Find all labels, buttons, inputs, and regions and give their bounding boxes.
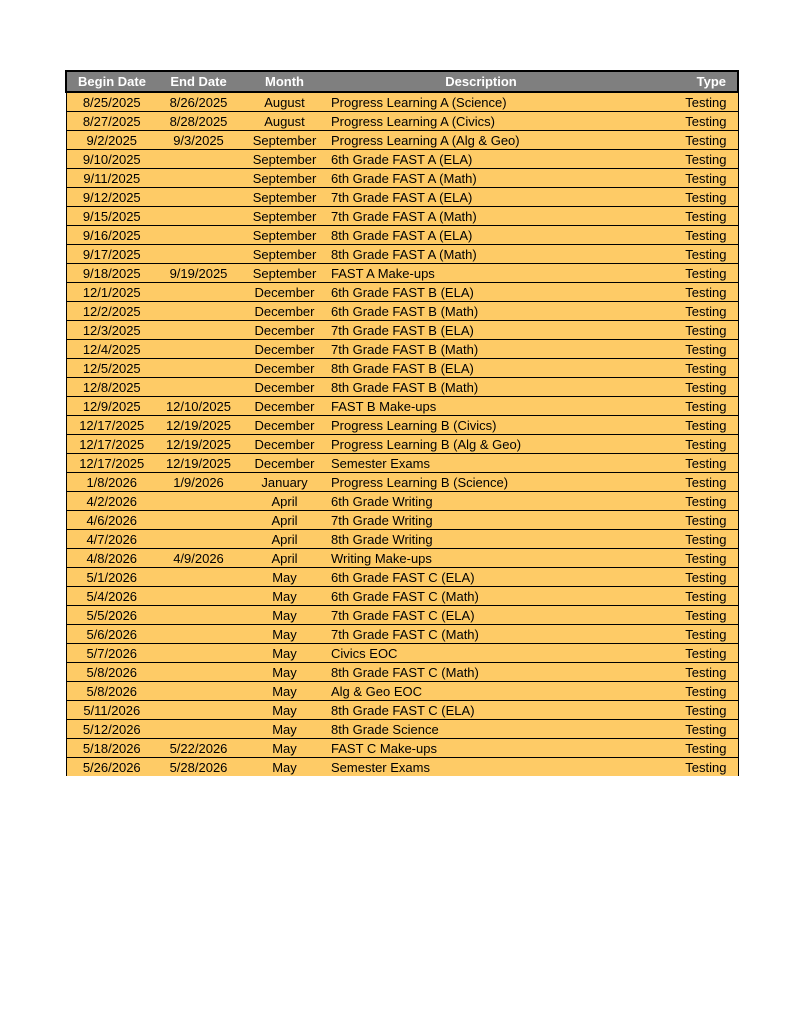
type-cell: Testing (631, 606, 738, 625)
description-cell: Progress Learning A (Science) (329, 92, 631, 112)
description-cell: 8th Grade Writing (329, 530, 631, 549)
month-cell: January (240, 473, 329, 492)
month-cell: December (240, 454, 329, 473)
month-cell: May (240, 568, 329, 587)
table-row (66, 150, 738, 169)
table-row (66, 720, 738, 739)
month-cell: May (240, 587, 329, 606)
month-cell: May (240, 682, 329, 701)
description-cell: FAST C Make-ups (329, 739, 631, 758)
type-cell: Testing (631, 264, 738, 283)
month-cell: May (240, 606, 329, 625)
begin-date-cell: 12/3/2025 (66, 321, 157, 340)
end-date-cell (157, 568, 240, 587)
end-date-cell (157, 302, 240, 321)
end-date-cell (157, 321, 240, 340)
type-cell: Testing (631, 378, 738, 397)
month-cell: May (240, 663, 329, 682)
begin-date-cell: 9/16/2025 (66, 226, 157, 245)
begin-date-cell: 4/8/2026 (66, 549, 157, 568)
begin-date-cell: 5/26/2026 (66, 758, 157, 777)
table-row (66, 758, 738, 777)
begin-date-cell: 5/12/2026 (66, 720, 157, 739)
end-date-cell (157, 340, 240, 359)
type-cell: Testing (631, 758, 738, 777)
end-date-cell (157, 226, 240, 245)
month-cell: September (240, 264, 329, 283)
type-cell: Testing (631, 359, 738, 378)
description-cell: Progress Learning B (Civics) (329, 416, 631, 435)
table-row (66, 663, 738, 682)
table-row (66, 264, 738, 283)
description-cell: FAST B Make-ups (329, 397, 631, 416)
begin-date-cell: 12/9/2025 (66, 397, 157, 416)
description-cell: 8th Grade FAST B (ELA) (329, 359, 631, 378)
description-cell: Civics EOC (329, 644, 631, 663)
end-date-cell (157, 169, 240, 188)
table-row (66, 188, 738, 207)
description-cell: 6th Grade FAST B (ELA) (329, 283, 631, 302)
table-row (66, 397, 738, 416)
description-cell: 6th Grade FAST C (ELA) (329, 568, 631, 587)
begin-date-cell: 5/1/2026 (66, 568, 157, 587)
type-cell: Testing (631, 416, 738, 435)
description-cell: 7th Grade Writing (329, 511, 631, 530)
month-cell: May (240, 739, 329, 758)
type-cell: Testing (631, 112, 738, 131)
description-cell: 8th Grade FAST A (Math) (329, 245, 631, 264)
end-date-cell: 12/19/2025 (157, 416, 240, 435)
type-cell: Testing (631, 92, 738, 112)
end-date-cell (157, 720, 240, 739)
begin-date-cell: 4/6/2026 (66, 511, 157, 530)
header-description: Description (329, 71, 631, 92)
type-cell: Testing (631, 226, 738, 245)
month-cell: September (240, 150, 329, 169)
description-cell: 7th Grade FAST B (ELA) (329, 321, 631, 340)
month-cell: December (240, 397, 329, 416)
description-cell: 7th Grade FAST C (Math) (329, 625, 631, 644)
month-cell: December (240, 416, 329, 435)
begin-date-cell: 5/18/2026 (66, 739, 157, 758)
end-date-cell (157, 378, 240, 397)
description-cell: 8th Grade FAST B (Math) (329, 378, 631, 397)
type-cell: Testing (631, 549, 738, 568)
begin-date-cell: 12/2/2025 (66, 302, 157, 321)
month-cell: December (240, 435, 329, 454)
end-date-cell (157, 492, 240, 511)
table-row (66, 131, 738, 150)
type-cell: Testing (631, 131, 738, 150)
begin-date-cell: 9/2/2025 (66, 131, 157, 150)
month-cell: September (240, 207, 329, 226)
begin-date-cell: 4/7/2026 (66, 530, 157, 549)
table-row (66, 416, 738, 435)
type-cell: Testing (631, 283, 738, 302)
end-date-cell (157, 283, 240, 302)
end-date-cell (157, 701, 240, 720)
month-cell: December (240, 283, 329, 302)
end-date-cell: 9/3/2025 (157, 131, 240, 150)
month-cell: May (240, 644, 329, 663)
begin-date-cell: 9/12/2025 (66, 188, 157, 207)
type-cell: Testing (631, 663, 738, 682)
description-cell: 6th Grade Writing (329, 492, 631, 511)
month-cell: May (240, 625, 329, 644)
table-row (66, 739, 738, 758)
end-date-cell: 5/28/2026 (157, 758, 240, 777)
month-cell: August (240, 112, 329, 131)
end-date-cell: 8/26/2025 (157, 92, 240, 112)
end-date-cell: 12/19/2025 (157, 435, 240, 454)
month-cell: April (240, 549, 329, 568)
month-cell: December (240, 302, 329, 321)
testing-schedule-table (65, 70, 739, 776)
type-cell: Testing (631, 530, 738, 549)
description-cell: 7th Grade FAST A (Math) (329, 207, 631, 226)
end-date-cell (157, 625, 240, 644)
end-date-cell (157, 207, 240, 226)
month-cell: September (240, 226, 329, 245)
description-cell: Progress Learning A (Alg & Geo) (329, 131, 631, 150)
month-cell: May (240, 720, 329, 739)
table-row (66, 492, 738, 511)
month-cell: December (240, 378, 329, 397)
type-cell: Testing (631, 701, 738, 720)
type-cell: Testing (631, 625, 738, 644)
description-cell: FAST A Make-ups (329, 264, 631, 283)
begin-date-cell: 12/5/2025 (66, 359, 157, 378)
type-cell: Testing (631, 568, 738, 587)
table-row (66, 245, 738, 264)
begin-date-cell: 5/11/2026 (66, 701, 157, 720)
description-cell: 6th Grade FAST C (Math) (329, 587, 631, 606)
month-cell: May (240, 701, 329, 720)
type-cell: Testing (631, 340, 738, 359)
begin-date-cell: 12/8/2025 (66, 378, 157, 397)
end-date-cell: 5/22/2026 (157, 739, 240, 758)
table-body (66, 92, 738, 776)
table-row (66, 644, 738, 663)
end-date-cell: 1/9/2026 (157, 473, 240, 492)
begin-date-cell: 5/6/2026 (66, 625, 157, 644)
description-cell: 7th Grade FAST A (ELA) (329, 188, 631, 207)
description-cell: 8th Grade FAST C (Math) (329, 663, 631, 682)
table-row (66, 625, 738, 644)
begin-date-cell: 5/8/2026 (66, 682, 157, 701)
table-row (66, 359, 738, 378)
end-date-cell: 12/19/2025 (157, 454, 240, 473)
header-month: Month (240, 71, 329, 92)
table-row (66, 340, 738, 359)
type-cell: Testing (631, 739, 738, 758)
end-date-cell (157, 530, 240, 549)
type-cell: Testing (631, 245, 738, 264)
table-row (66, 511, 738, 530)
description-cell: 6th Grade FAST B (Math) (329, 302, 631, 321)
begin-date-cell: 5/5/2026 (66, 606, 157, 625)
end-date-cell (157, 359, 240, 378)
month-cell: September (240, 188, 329, 207)
month-cell: December (240, 359, 329, 378)
month-cell: December (240, 321, 329, 340)
end-date-cell (157, 587, 240, 606)
type-cell: Testing (631, 644, 738, 663)
description-cell: Progress Learning B (Alg & Geo) (329, 435, 631, 454)
begin-date-cell: 9/18/2025 (66, 264, 157, 283)
begin-date-cell: 12/4/2025 (66, 340, 157, 359)
header-end-date: End Date (157, 71, 240, 92)
type-cell: Testing (631, 587, 738, 606)
begin-date-cell: 5/8/2026 (66, 663, 157, 682)
description-cell: Alg & Geo EOC (329, 682, 631, 701)
type-cell: Testing (631, 188, 738, 207)
type-cell: Testing (631, 397, 738, 416)
description-cell: Progress Learning A (Civics) (329, 112, 631, 131)
end-date-cell (157, 682, 240, 701)
table-row (66, 473, 738, 492)
end-date-cell (157, 188, 240, 207)
description-cell: 8th Grade FAST A (ELA) (329, 226, 631, 245)
type-cell: Testing (631, 682, 738, 701)
begin-date-cell: 4/2/2026 (66, 492, 157, 511)
begin-date-cell: 9/17/2025 (66, 245, 157, 264)
table-row (66, 701, 738, 720)
type-cell: Testing (631, 435, 738, 454)
type-cell: Testing (631, 492, 738, 511)
table-row (66, 530, 738, 549)
month-cell: April (240, 511, 329, 530)
description-cell: 8th Grade FAST C (ELA) (329, 701, 631, 720)
type-cell: Testing (631, 454, 738, 473)
description-cell: 7th Grade FAST C (ELA) (329, 606, 631, 625)
table-row (66, 283, 738, 302)
type-cell: Testing (631, 720, 738, 739)
end-date-cell (157, 644, 240, 663)
begin-date-cell: 12/17/2025 (66, 435, 157, 454)
table-row (66, 435, 738, 454)
begin-date-cell: 8/25/2025 (66, 92, 157, 112)
type-cell: Testing (631, 321, 738, 340)
table-row (66, 682, 738, 701)
type-cell: Testing (631, 150, 738, 169)
table-row (66, 207, 738, 226)
begin-date-cell: 12/17/2025 (66, 454, 157, 473)
month-cell: September (240, 169, 329, 188)
begin-date-cell: 9/15/2025 (66, 207, 157, 226)
begin-date-cell: 8/27/2025 (66, 112, 157, 131)
end-date-cell: 4/9/2026 (157, 549, 240, 568)
header-row (66, 71, 738, 92)
table-header (66, 71, 738, 92)
table-row (66, 226, 738, 245)
end-date-cell (157, 150, 240, 169)
description-cell: Progress Learning B (Science) (329, 473, 631, 492)
table-row (66, 378, 738, 397)
end-date-cell (157, 245, 240, 264)
table-row (66, 568, 738, 587)
table-row (66, 169, 738, 188)
type-cell: Testing (631, 207, 738, 226)
description-cell: Semester Exams (329, 758, 631, 777)
table-row (66, 606, 738, 625)
month-cell: September (240, 245, 329, 264)
description-cell: 7th Grade FAST B (Math) (329, 340, 631, 359)
month-cell: April (240, 492, 329, 511)
table-row (66, 454, 738, 473)
description-cell: 6th Grade FAST A (ELA) (329, 150, 631, 169)
month-cell: September (240, 131, 329, 150)
description-cell: Semester Exams (329, 454, 631, 473)
description-cell: 6th Grade FAST A (Math) (329, 169, 631, 188)
end-date-cell (157, 663, 240, 682)
header-begin-date: Begin Date (66, 71, 157, 92)
begin-date-cell: 5/4/2026 (66, 587, 157, 606)
type-cell: Testing (631, 302, 738, 321)
table-row (66, 112, 738, 131)
end-date-cell: 9/19/2025 (157, 264, 240, 283)
table-row (66, 549, 738, 568)
end-date-cell (157, 511, 240, 530)
month-cell: May (240, 758, 329, 777)
begin-date-cell: 12/17/2025 (66, 416, 157, 435)
end-date-cell (157, 606, 240, 625)
type-cell: Testing (631, 473, 738, 492)
table-row (66, 321, 738, 340)
begin-date-cell: 9/11/2025 (66, 169, 157, 188)
begin-date-cell: 9/10/2025 (66, 150, 157, 169)
description-cell: 8th Grade Science (329, 720, 631, 739)
table-row (66, 302, 738, 321)
table-row (66, 92, 738, 112)
description-cell: Writing Make-ups (329, 549, 631, 568)
end-date-cell: 8/28/2025 (157, 112, 240, 131)
month-cell: December (240, 340, 329, 359)
month-cell: April (240, 530, 329, 549)
header-type: Type (631, 71, 738, 92)
begin-date-cell: 1/8/2026 (66, 473, 157, 492)
begin-date-cell: 12/1/2025 (66, 283, 157, 302)
type-cell: Testing (631, 511, 738, 530)
month-cell: August (240, 92, 329, 112)
begin-date-cell: 5/7/2026 (66, 644, 157, 663)
end-date-cell: 12/10/2025 (157, 397, 240, 416)
table-row (66, 587, 738, 606)
type-cell: Testing (631, 169, 738, 188)
